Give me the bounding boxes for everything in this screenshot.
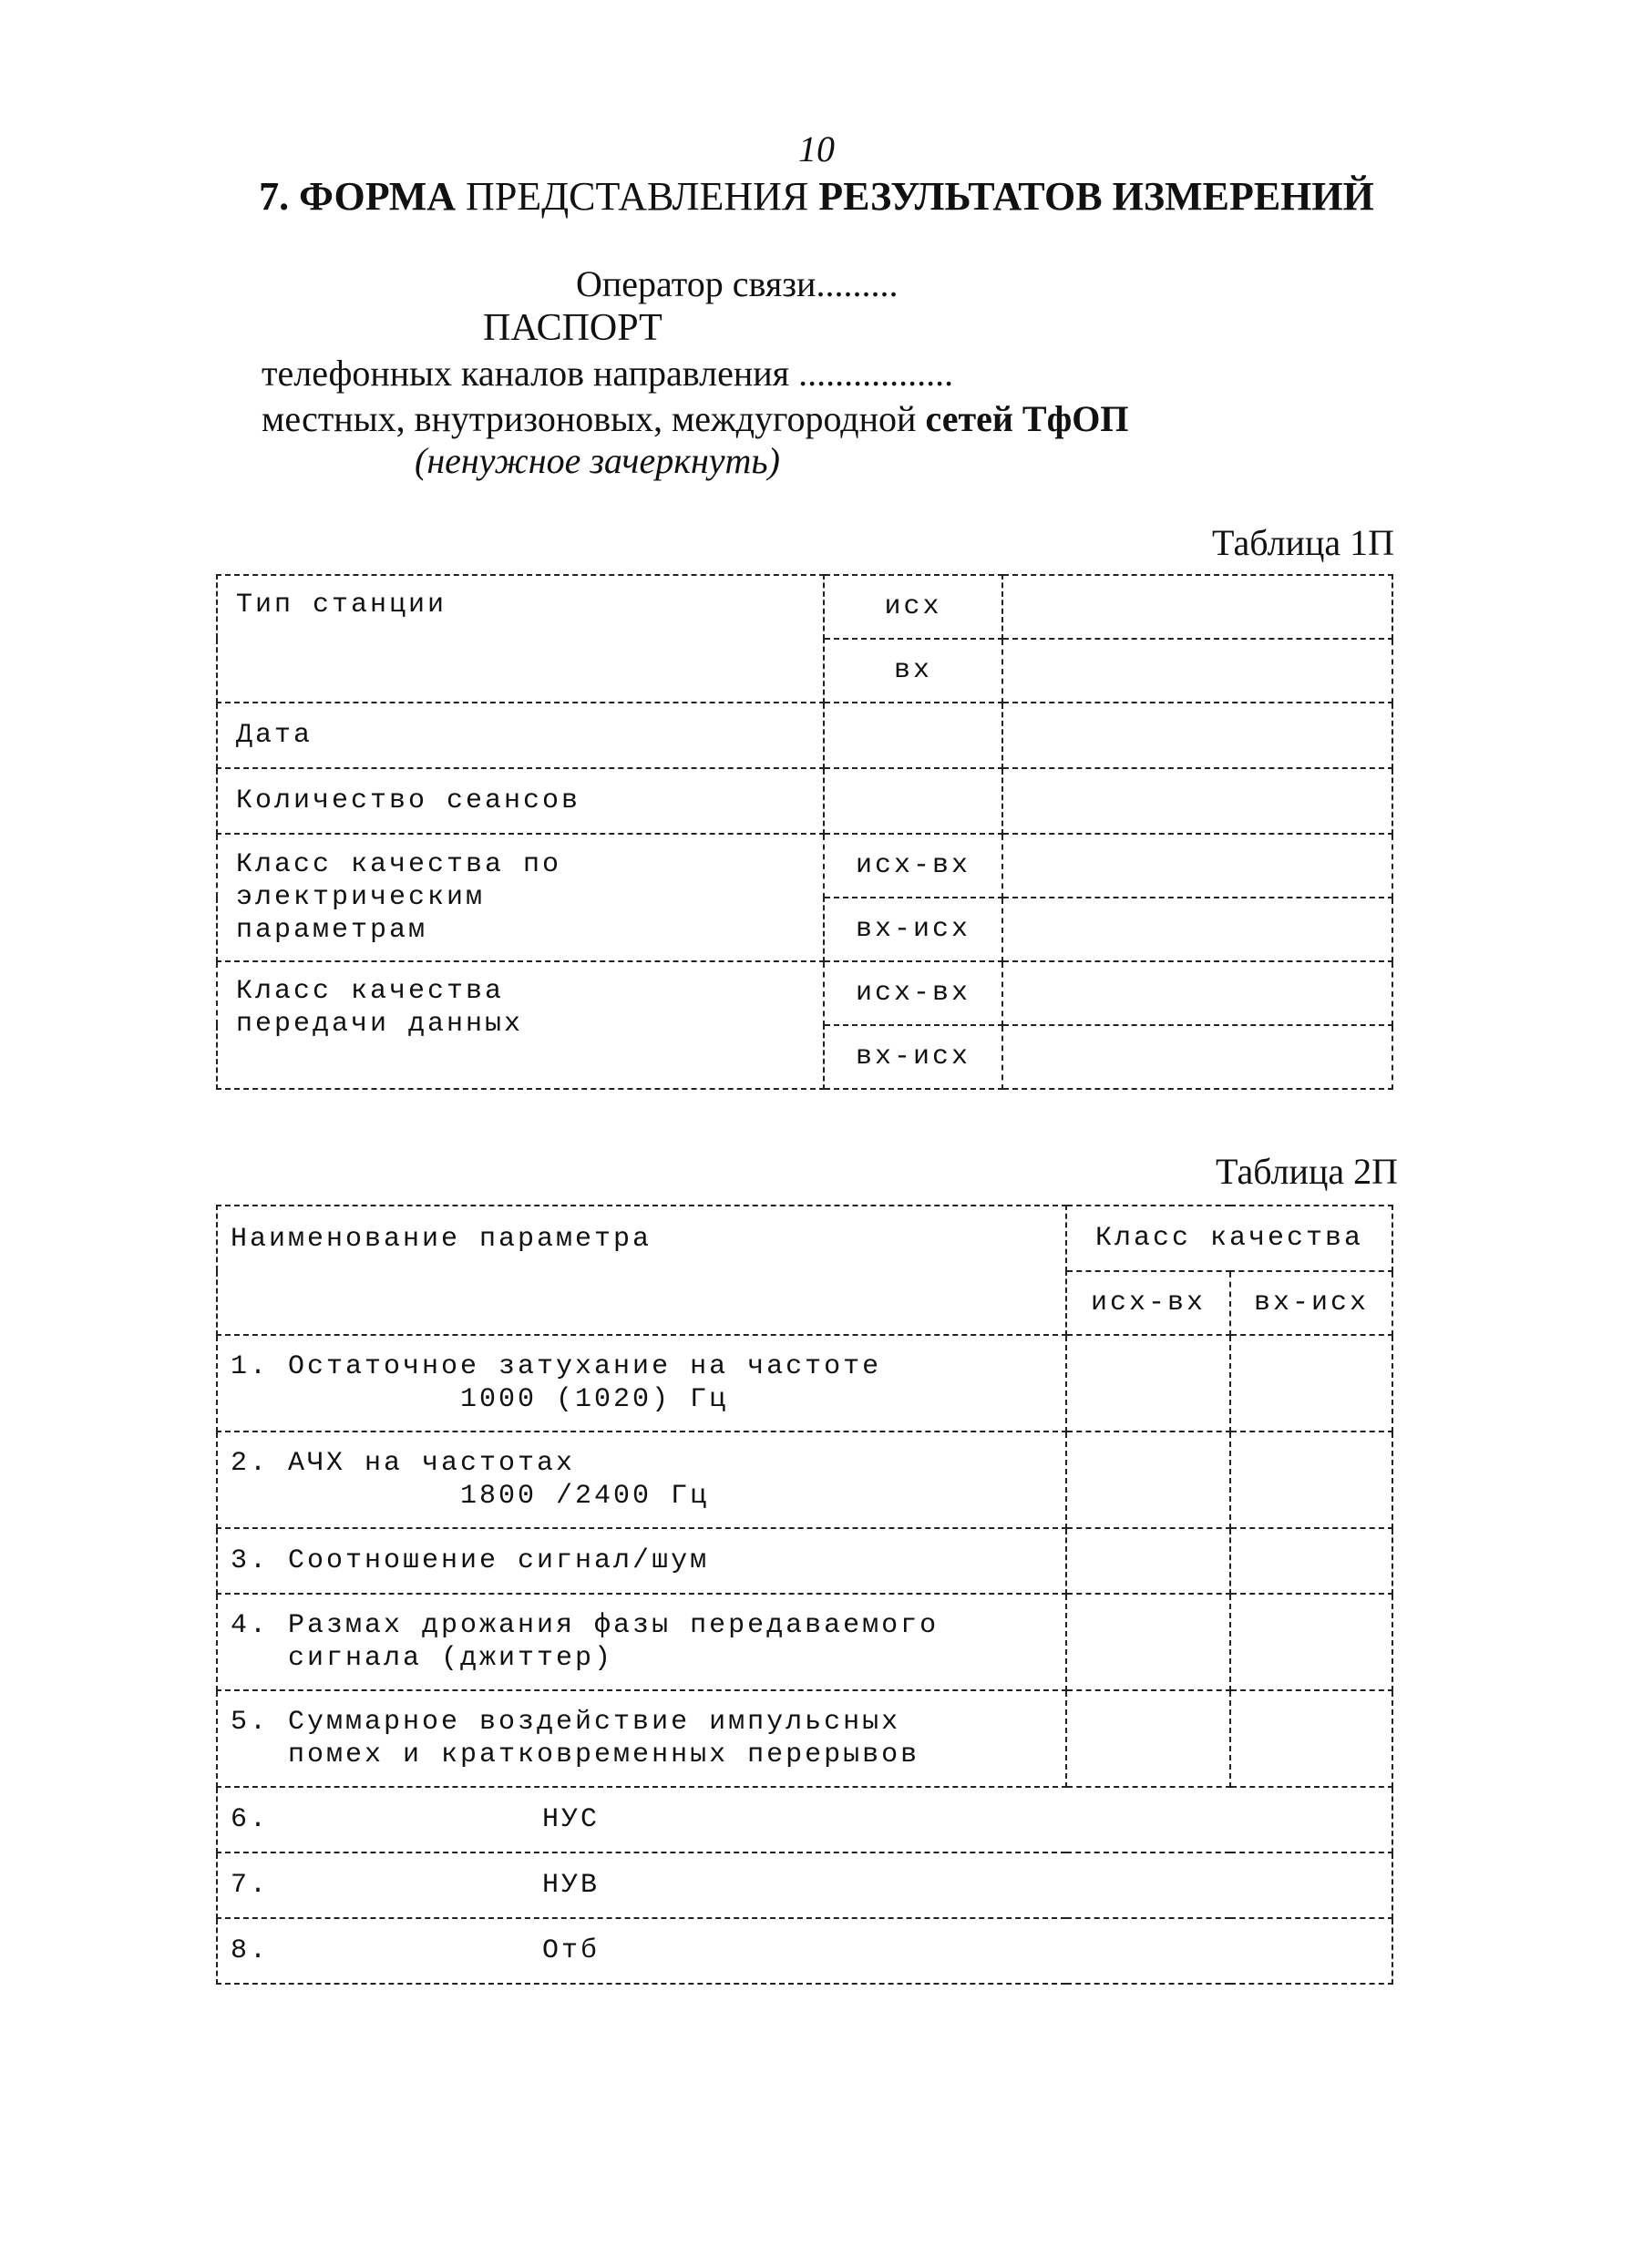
row-8-label: Отб [542, 1935, 601, 1966]
param-row-8[interactable] [217, 1918, 1392, 1984]
data-class-label: Класс качества передачи данных [217, 961, 824, 1089]
table-row [217, 1918, 1392, 1984]
table-row [217, 1852, 1392, 1918]
station-out-value[interactable] [1002, 575, 1392, 639]
operator-line: Оператор связи......... [576, 263, 899, 304]
channels-line: телефонных каналов направления ................. [262, 353, 954, 394]
electrical-out-in-label: исх-вх [824, 834, 1002, 898]
param-1-in-out[interactable] [1230, 1335, 1392, 1432]
param-name-header: Наименование параметра [217, 1206, 1066, 1335]
param-5-in-out[interactable] [1230, 1690, 1392, 1787]
param-2-in-out[interactable] [1230, 1432, 1392, 1528]
station-type-label: Тип станции [217, 575, 824, 703]
table-row [217, 1432, 1392, 1528]
electrical-out-in-value[interactable] [1002, 834, 1392, 898]
row-7-label: НУВ [542, 1870, 601, 1901]
section-title-bold-start: ФОРМА [299, 174, 457, 219]
param-row-7[interactable] [217, 1852, 1392, 1918]
data-out-in-value[interactable] [1002, 961, 1392, 1025]
section-title-bold-end: РЕЗУЛЬТАТОВ ИЗМЕРЕНИЙ [818, 174, 1374, 219]
table1-caption: Таблица 1П [1212, 522, 1394, 563]
table-row [217, 768, 1392, 834]
param-4-out-in[interactable] [1066, 1594, 1230, 1690]
param-4-in-out[interactable] [1230, 1594, 1392, 1690]
in-out-header: вх-исх [1230, 1271, 1392, 1335]
electrical-in-out-label: вх-исх [824, 898, 1002, 961]
param-row-5: 5. Суммарное воздействие импульсных помех и кратковременных перерывов [217, 1690, 1066, 1787]
networks-plain: местных, внутризоновых, междугородной [262, 398, 917, 439]
page-number: 10 [798, 128, 835, 169]
param-row-3: 3. Соотношение сигнал/шум [217, 1528, 1066, 1594]
station-in-label: вх [824, 639, 1002, 703]
table-row [217, 703, 1392, 768]
param-3-in-out[interactable] [1230, 1528, 1392, 1594]
sessions-value-2[interactable] [1002, 768, 1392, 834]
row-6-label: НУС [542, 1804, 601, 1835]
electrical-in-out-value[interactable] [1002, 898, 1392, 961]
table-1p [216, 574, 1393, 1090]
section-number: 7. [259, 174, 290, 219]
section-title-plain: ПРЕДСТАВЛЕНИЯ [466, 174, 809, 219]
table-row [217, 575, 1392, 639]
data-in-out-label: вх-исх [824, 1025, 1002, 1089]
table-row [217, 1787, 1392, 1852]
quality-class-header: Класс качества [1066, 1206, 1392, 1271]
table-row [217, 1335, 1392, 1432]
date-label: Дата [217, 703, 824, 768]
table-row [217, 1206, 1392, 1271]
table2-caption: Таблица 2П [1216, 1151, 1398, 1192]
param-row-4: 4. Размах дрожания фазы передаваемого сигнала (джиттер) [217, 1594, 1066, 1690]
table-row [217, 1690, 1392, 1787]
station-out-label: исх [824, 575, 1002, 639]
param-row-6[interactable] [217, 1787, 1392, 1852]
date-value-1[interactable] [824, 703, 1002, 768]
networks-line [262, 397, 1129, 440]
table-row [217, 1528, 1392, 1594]
row-7-number: 7. [231, 1870, 270, 1901]
table-row [217, 834, 1392, 898]
table-row [217, 961, 1392, 1025]
strike-note: (ненужное зачеркнуть) [415, 440, 780, 481]
networks-bold: сетей ТфОП [925, 398, 1129, 439]
sessions-label: Количество сеансов [217, 768, 824, 834]
sessions-value-1[interactable] [824, 768, 1002, 834]
param-3-out-in[interactable] [1066, 1528, 1230, 1594]
row-6-number: 6. [231, 1804, 270, 1835]
table-2p [216, 1205, 1393, 1985]
param-row-1: 1. Остаточное затухание на частоте 1000 (1020) Гц [217, 1335, 1066, 1432]
date-value-2[interactable] [1002, 703, 1392, 768]
data-in-out-value[interactable] [1002, 1025, 1392, 1089]
table-row [217, 1594, 1392, 1690]
out-in-header: исх-вх [1066, 1271, 1230, 1335]
station-in-value[interactable] [1002, 639, 1392, 703]
param-1-out-in[interactable] [1066, 1335, 1230, 1432]
section-title [0, 173, 1633, 220]
data-out-in-label: исх-вх [824, 961, 1002, 1025]
passport-heading: ПАСПОРТ [483, 307, 662, 349]
param-5-out-in[interactable] [1066, 1690, 1230, 1787]
param-row-2: 2. АЧХ на частотах 1800 /2400 Гц [217, 1432, 1066, 1528]
param-2-out-in[interactable] [1066, 1432, 1230, 1528]
electrical-class-label: Класс качества по электрическим параметрам [217, 834, 824, 961]
row-8-number: 8. [231, 1935, 270, 1966]
